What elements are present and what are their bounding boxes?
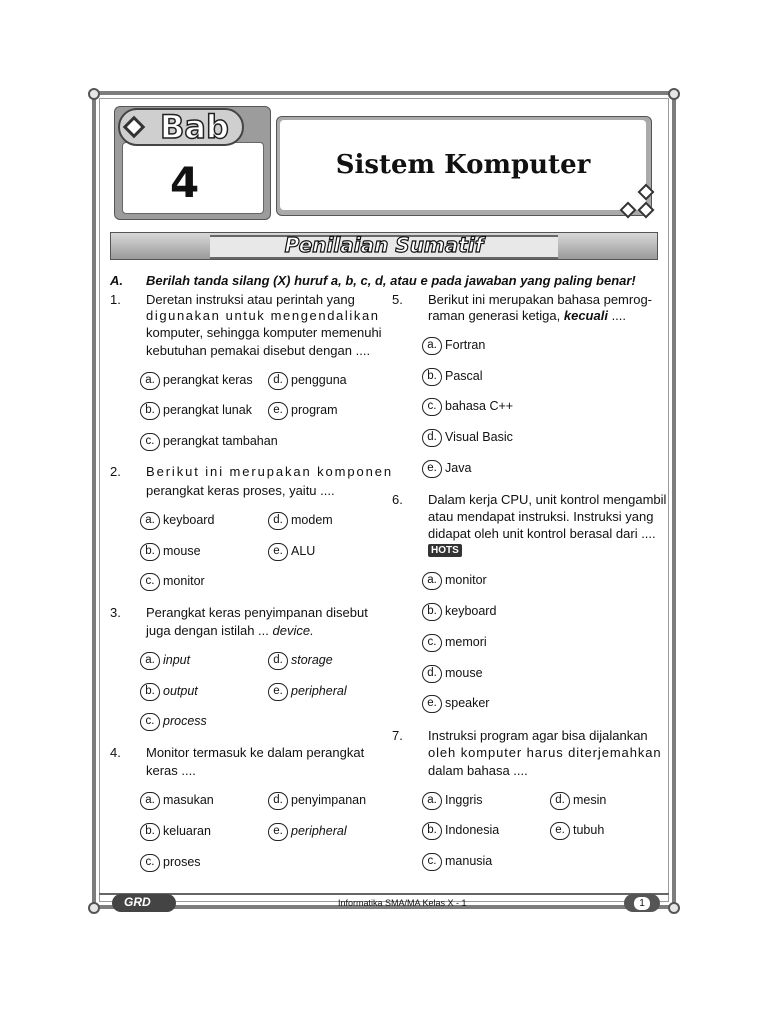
answer-option[interactable] xyxy=(422,633,487,652)
option-letter: a. xyxy=(422,337,442,355)
option-letter: e. xyxy=(550,822,570,840)
answer-option[interactable] xyxy=(268,791,366,810)
option-letter: b. xyxy=(422,368,442,386)
option-text: ALU xyxy=(291,544,316,558)
option-text: perangkat tambahan xyxy=(163,434,278,448)
question-text: dalam bahasa .... xyxy=(428,763,528,778)
answer-option[interactable] xyxy=(422,336,485,355)
answer-option[interactable] xyxy=(140,401,252,420)
section-instruction: Berilah tanda silang (X) huruf a, b, c, d, atau e pada jawaban yang paling benar! xyxy=(146,273,636,288)
option-letter: a. xyxy=(140,372,160,390)
question-number: 6. xyxy=(392,492,403,507)
question-text: digunakan untuk mengendalikan xyxy=(146,308,380,323)
question-text xyxy=(146,621,314,640)
option-letter: a. xyxy=(140,652,160,670)
option-text: masukan xyxy=(163,793,214,807)
option-letter: b. xyxy=(422,603,442,621)
question-number: 7. xyxy=(392,728,403,743)
question-number: 4. xyxy=(110,745,121,760)
option-letter: e. xyxy=(422,695,442,713)
answer-option[interactable] xyxy=(422,852,492,871)
answer-option[interactable] xyxy=(140,791,214,810)
book-title: Informatika SMA/MA Kelas X - 1 xyxy=(338,898,467,908)
option-text: process xyxy=(163,714,207,728)
question-text: Perangkat keras penyimpanan disebut xyxy=(146,605,368,620)
option-letter: b. xyxy=(140,543,160,561)
question-text xyxy=(428,306,626,325)
chapter-number: 4 xyxy=(170,158,200,207)
corner-rivet xyxy=(88,902,100,914)
option-letter: b. xyxy=(422,822,442,840)
option-letter: a. xyxy=(422,572,442,590)
option-text: Fortran xyxy=(445,338,486,352)
option-letter: e. xyxy=(268,823,288,841)
question-text: atau mendapat instruksi. Instruksi yang xyxy=(428,509,654,524)
chapter-label: Bab xyxy=(160,108,229,146)
option-text: mouse xyxy=(163,544,201,558)
answer-option[interactable] xyxy=(140,712,207,731)
option-letter: c. xyxy=(422,634,442,652)
option-letter: b. xyxy=(140,823,160,841)
option-text: storage xyxy=(291,653,333,667)
question-text: oleh komputer harus diterjemahkan xyxy=(428,745,662,760)
question-number: 3. xyxy=(110,605,121,620)
option-letter: d. xyxy=(422,429,442,447)
option-letter: c. xyxy=(422,853,442,871)
answer-option[interactable] xyxy=(268,682,347,701)
option-text: peripheral xyxy=(291,684,347,698)
option-letter: d. xyxy=(268,652,288,670)
answer-option[interactable] xyxy=(140,432,278,451)
option-text: perangkat lunak xyxy=(163,403,252,417)
question-text: Monitor termasuk ke dalam perangkat xyxy=(146,745,365,760)
question-text: didapat oleh unit kontrol berasal dari .... xyxy=(428,526,656,541)
option-text: Java xyxy=(445,461,472,475)
option-text: speaker xyxy=(445,696,490,710)
answer-option[interactable] xyxy=(422,791,483,810)
question-text-part: raman generasi ketiga, xyxy=(428,308,564,323)
option-letter: e. xyxy=(268,683,288,701)
option-text: Indonesia xyxy=(445,823,500,837)
answer-option[interactable] xyxy=(422,821,499,840)
answer-option[interactable] xyxy=(550,821,604,840)
footer-rule xyxy=(99,893,669,895)
question-text: Instruksi program agar bisa dijalankan xyxy=(428,728,648,743)
answer-option[interactable] xyxy=(268,822,347,841)
question-text: Berikut ini merupakan bahasa pemrog- xyxy=(428,292,653,307)
question-text: komputer, sehingga komputer memenuhi xyxy=(146,325,382,340)
question-text: kebutuhan pemakai disebut dengan .... xyxy=(146,343,371,358)
option-text: mesin xyxy=(573,793,607,807)
option-letter: c. xyxy=(422,398,442,416)
option-text: memori xyxy=(445,635,487,649)
option-text: monitor xyxy=(163,574,205,588)
answer-option[interactable] xyxy=(422,571,487,590)
option-letter: a. xyxy=(140,792,160,810)
answer-option[interactable] xyxy=(140,572,205,591)
question-text: Dalam kerja CPU, unit kontrol mengambil xyxy=(428,492,667,507)
answer-option[interactable] xyxy=(422,602,496,621)
question-text-italic: device. xyxy=(272,623,314,638)
question-number: 1. xyxy=(110,292,121,307)
answer-option[interactable] xyxy=(140,542,201,561)
option-letter: e. xyxy=(268,543,288,561)
question-text: perangkat keras proses, yaitu .... xyxy=(146,483,335,498)
answer-option[interactable] xyxy=(268,651,333,670)
answer-option[interactable] xyxy=(422,397,513,416)
option-text: bahasa C++ xyxy=(445,399,514,413)
corner-rivet xyxy=(668,88,680,100)
option-letter: b. xyxy=(140,683,160,701)
answer-option[interactable] xyxy=(268,371,347,390)
question-number: 5. xyxy=(392,292,403,307)
option-letter: b. xyxy=(140,402,160,420)
question-text: keras .... xyxy=(146,763,196,778)
option-text: manusia xyxy=(445,854,493,868)
hots-badge: HOTS xyxy=(428,544,462,557)
page-number: 1 xyxy=(634,897,650,910)
section-letter: A. xyxy=(110,273,123,288)
answer-option[interactable] xyxy=(140,682,198,701)
option-text: Visual Basic xyxy=(445,430,513,444)
answer-option[interactable] xyxy=(550,791,606,810)
answer-option[interactable] xyxy=(140,853,201,872)
option-text: Pascal xyxy=(445,369,483,383)
option-letter: a. xyxy=(140,512,160,530)
answer-option[interactable] xyxy=(422,694,489,713)
option-text: monitor xyxy=(445,573,487,587)
question-text-part: .... xyxy=(607,308,627,323)
question-text-emphasis: kecuali xyxy=(563,308,608,323)
option-text: tubuh xyxy=(573,823,605,837)
option-text: modem xyxy=(291,513,333,527)
option-letter: d. xyxy=(268,372,288,390)
option-text: keyboard xyxy=(163,513,215,527)
option-text: mouse xyxy=(445,666,483,680)
option-text: pengguna xyxy=(291,373,347,387)
option-letter: c. xyxy=(140,713,160,731)
option-letter: d. xyxy=(422,665,442,683)
option-text: penyimpanan xyxy=(291,793,367,807)
answer-option[interactable] xyxy=(422,459,471,478)
option-text: keyboard xyxy=(445,604,497,618)
option-letter: d. xyxy=(550,792,570,810)
option-text: program xyxy=(291,403,338,417)
option-text: input xyxy=(163,653,191,667)
answer-option[interactable] xyxy=(422,367,483,386)
option-text: output xyxy=(163,684,198,698)
option-letter: d. xyxy=(268,792,288,810)
answer-option[interactable] xyxy=(422,664,483,683)
answer-option[interactable] xyxy=(268,542,315,561)
question-text-part: juga dengan istilah ... xyxy=(146,623,273,638)
answer-option[interactable] xyxy=(268,401,338,420)
answer-option[interactable] xyxy=(140,651,190,670)
answer-option[interactable] xyxy=(268,511,333,530)
section-banner-title: Penilaian Sumatif xyxy=(284,233,484,257)
option-letter: d. xyxy=(268,512,288,530)
option-text: peripheral xyxy=(291,824,347,838)
option-letter: c. xyxy=(140,573,160,591)
option-letter: e. xyxy=(268,402,288,420)
option-letter: c. xyxy=(140,433,160,451)
option-letter: e. xyxy=(422,460,442,478)
option-text: proses xyxy=(163,855,201,869)
chapter-title: Sistem Komputer xyxy=(335,150,591,180)
answer-option[interactable] xyxy=(140,371,253,390)
question-number: 2. xyxy=(110,464,121,479)
option-text: perangkat keras xyxy=(163,373,253,387)
publisher-logo-text: GRD xyxy=(124,895,151,909)
option-text: keluaran xyxy=(163,824,211,838)
option-letter: a. xyxy=(422,792,442,810)
corner-rivet xyxy=(88,88,100,100)
answer-option[interactable] xyxy=(422,428,513,447)
corner-rivet xyxy=(668,902,680,914)
question-text: Deretan instruksi atau perintah yang xyxy=(146,292,355,307)
answer-option[interactable] xyxy=(140,822,211,841)
answer-option[interactable] xyxy=(140,511,214,530)
option-text: Inggris xyxy=(445,793,483,807)
question-text: Berikut ini merupakan komponen xyxy=(146,464,394,479)
option-letter: c. xyxy=(140,854,160,872)
